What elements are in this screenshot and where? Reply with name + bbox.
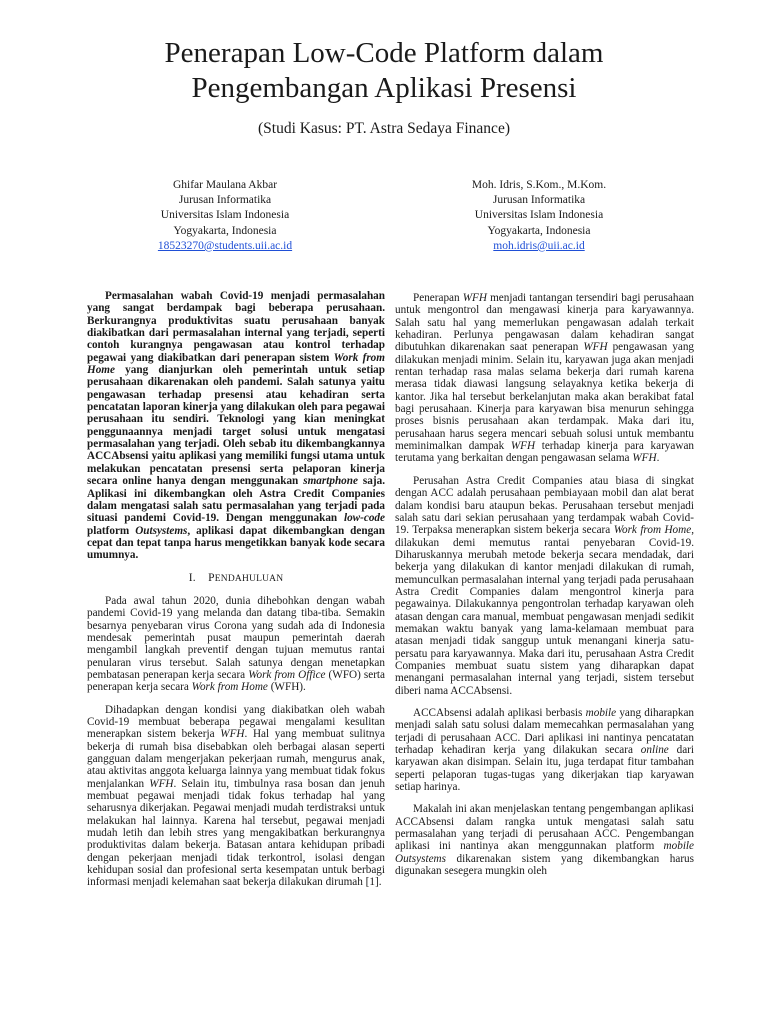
- left-column: [87, 290, 385, 899]
- right-column: [395, 292, 694, 887]
- abstract: Permasalahan wabah Covid-19 menjadi permasalahan yang sangat berdampak bagi beberapa perusahaan. Berkurangnya produktivitas suatu perusahaan banyak diakibatkan dari permasalahan internal yang terjadi, seperti contoh kurangnya pengawasan atau kontrol terhadap pegawai yang diakibatkan dari penerapan sistem Work from Home yang dianjurkan oleh pemerintah untuk setiap perusahaan dikarenakan oleh pandemi. Salah satunya yaitu pengawasan terhadap presensi atau kehadiran serta pencatatan laporan kinerja yang dilakukan oleh para pegawai perusahaan itu sendiri. Teknologi yang kian meningkat penggunaannya menjadi target solusi untuk mengatasi permasalahan yang terjadi. Oleh sebab itu dikembangkannya ACCAbsensi yaitu aplikasi yang memiliki fungsi utama untuk melakukan pencatatan presensi serta pelaporan kinerja secara online hanya dengan menggunakan smartphone saja. Aplikasi ini dikembangkan oleh Astra Credit Companies dalam mengatasi salah satu permasalahan yang terjadi pada situasi pandemi Covid-19. Dengan menggunakan low-code platform Outsystems, aplikasi dapat dikembangkan dengan cepat dan tepat tanpa harus mengetikkan banyak kode secara umumnya.: [87, 290, 385, 562]
- author-block-1: [105, 178, 345, 254]
- body-paragraph: Perusahan Astra Credit Companies atau biasa di singkat dengan ACC adalah perusahaan pembiayaan mobil dan alat berat dalam kondisi baru ataupun bekas. Perusahaan tersebut menjadi salah satu dari sekian perusahaan yang terdampak wabah Covid-19. Terpaksa menerapkan sistem bekerja secara Work from Home, dilakukan demi memutus rantai penyebaran Covid-19. Diharuskannya merubah metode bekerja secara mendadak, dari bekerja yang dilakukan di kantor menjadi dilakukan di rumah, memunculkan permasalahan internal yang terjadi pada perusahaan Astra Credit Companies dalam mengontrol kinerja para pegawainya. Dilakukannya pengontrolan terhadap karyawan oleh atasan dengan cara manual, membuat pengawasan menjadi sedikit memakan waktu banyak yang lama-kelamaan membuat para atasan menjadi tidak sanggup untuk menangani kinerja satu-persatu para karyawannya. Maka dari itu, perusahaan Astra Credit Companies membuat suatu sistem yang diharapkan dapat menangani permasalahan internal yang terjadi, sistem tersebut diberi nama ACCAbsensi.: [395, 474, 694, 697]
- author-city: Yogyakarta, Indonesia: [487, 224, 591, 237]
- body-paragraph: ACCAbsensi adalah aplikasi berbasis mobile yang diharapkan menjadi salah satu solusi dalam memecahkan permasalahan yang terjadi di perusahaan ACC. Dari aplikasi ini nantinya pencatatan terhadap kehadiran kerja yang dilakukan secara online dari karyawan akan disimpan. Selain itu, juga terdapat fitur tambahan seperti pelaporan tugas-tugas yang dikerjakan tiap karyawan setiap harinya.: [395, 707, 695, 794]
- body-paragraph: Makalah ini akan menjelaskan tentang pengembangan aplikasi ACCAbsensi dalam rangka untuk mengatasi salah satu permasalahan yang terjadi di perusahaan ACC. Pengembangan aplikasi ini nantinya akan menggunnakan platform mobile Outsystems dikarenakan sistem yang dikembangkan harus digunakan sesegera mungkin oleh: [395, 803, 694, 878]
- paper-subtitle: (Studi Kasus: PT. Astra Sedaya Finance): [258, 120, 510, 137]
- author-department: Jurusan Informatika: [492, 194, 586, 207]
- paper-title-line-1: Penerapan Low-Code Platform dalam: [164, 37, 604, 69]
- body-paragraph: Pada awal tahun 2020, dunia dihebohkan dengan wabah pandemi Covid-19 yang melanda dan datang tiba-tiba. Semakin besarnya penyebaran virus Corona yang sudah ada di Indonesia mendesak pemerintah pusat maupun pemerintah daerah mengambil langkah preventif dengan tujuan memutus rantai penularan virus tersebut. Salah satunya dengan menetapkan pembatasan penerapan kerja secara Work from Office (WFO) serta penerapan kerja secara Work from Home (WFH).: [87, 594, 386, 694]
- author-name: Moh. Idris, S.Kom., M.Kom.: [471, 179, 607, 191]
- author-city: Yogyakarta, Indonesia: [173, 224, 277, 237]
- author-department: Jurusan Informatika: [178, 194, 272, 207]
- section-heading-pendahuluan: I. PENDAHULUAN: [188, 571, 284, 584]
- paper-title-line-2: Pengembangan Aplikasi Presensi: [191, 72, 577, 104]
- author-university: Universitas Islam Indonesia: [160, 209, 290, 222]
- body-paragraph: Dihadapkan dengan kondisi yang diakibatkan oleh wabah Covid-19 membuat beberapa pegawai mengalami kesulitan menerapkan sistem bekerja WFH. Hal yang membuat sulitnya bekerja di rumah bisa disebabkan oleh berbagai alasan seperti gangguan dalam mengerjakan pekerjaan rumah, mengurus anak, atau aktivitas anggota keluarga lainnya yang membuat tidak fokus menjalankan WFH. Selain itu, timbulnya rasa bosan dan jenuh membuat pegawai menjadi tidak fokus terhadap hal yang seharusnya dikerjakan. Pegawai menjadi mudah terdistraksi untuk melakukan hal lainnya. Karena hal tersebut, pegawai menjadi mudah letih dan lebih stres yang mengakibatkan berkurangnya produktivitas dalam bekerja. Batasan antara kehidupan pribadi dengan pekerjaan menjadi tidak terkontrol, isolasi dengan kehidupan sosial dan profesional serta kesempatan untuk berbagi informasi menjadi kelemahan saat bekerja dilakukan dirumah [1].: [87, 703, 385, 889]
- author-email-link[interactable]: 18523270@students.uii.ac.id: [157, 239, 293, 252]
- author-university: Universitas Islam Indonesia: [474, 209, 604, 222]
- author-email-link[interactable]: moh.idris@uii.ac.id: [493, 239, 585, 252]
- body-paragraph: Penerapan WFH menjadi tantangan tersendiri bagi perusahaan untuk mengontrol dan mengawasi kinerja para karyawannya. Salah satu hal yang memerlukan pengawasan adalah terkait kehadiran. Perlunya pengawasan dalam kehadiran sangat dibutuhkan dikarenakan saat penerapan WFH pengawasan yang dilakukan menjadi minim. Selain itu, karyawan juga akan menjadi rentan terhadap rasa malas selama bekerja dari rumah karena merasa tidak diawasi langsung selayaknya ketika bekerja di kantor. Jika hal tersebut berkelanjutan maka akan berakibat fatal bagi perusahaan. Kinerja para karyawan bisa menurun sehingga proses bisnis perusahaan akan terdampak. Maka dari itu, perusahaan harus segera mencari sebuah solusi untuk membantu meminimalkan dampak WFH terhadap kinerja para karyawan terutama yang berkaitan dengan pengawasan selama WFH.: [395, 292, 695, 465]
- author-name: Ghifar Maulana Akbar: [172, 179, 278, 191]
- author-block-2: [419, 178, 659, 254]
